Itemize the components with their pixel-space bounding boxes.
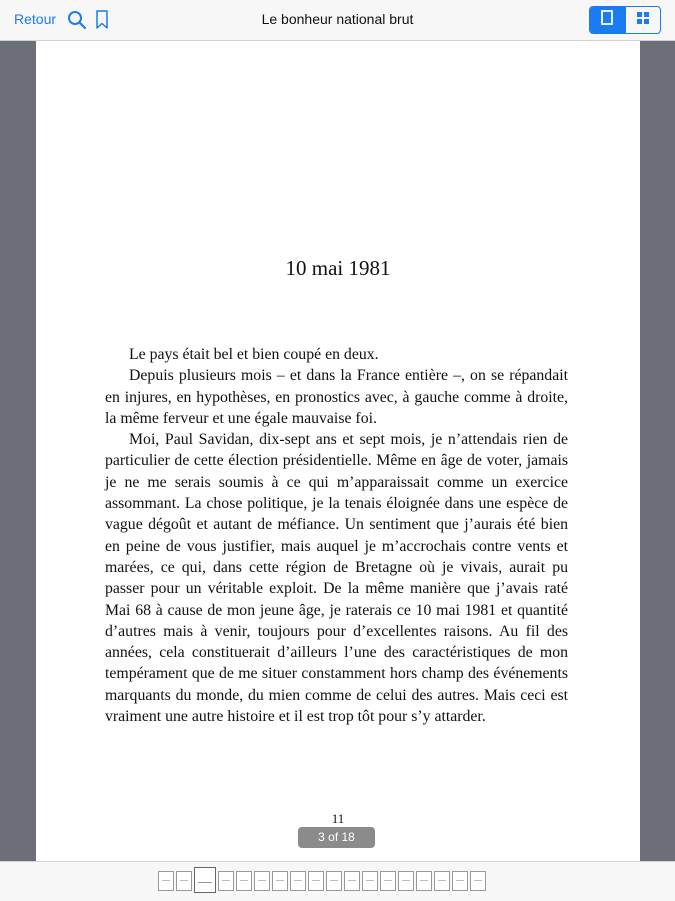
book-title: Le bonheur national brut — [261, 11, 414, 27]
page-thumbnail[interactable] — [452, 871, 468, 891]
page-thumbnail[interactable] — [380, 871, 396, 891]
page-thumbnail[interactable] — [344, 871, 360, 891]
thumbnail-line — [438, 880, 446, 881]
page-thumbnail[interactable] — [326, 871, 342, 891]
page-thumbnail[interactable] — [176, 871, 192, 891]
thumbnail-line — [198, 882, 212, 883]
page-thumbnail[interactable] — [158, 871, 174, 891]
page-thumbnail[interactable] — [308, 871, 324, 891]
thumbnail-line — [276, 880, 284, 881]
page-thumbnail[interactable] — [290, 871, 306, 891]
page-thumbnail[interactable] — [218, 871, 234, 891]
page-thumbnail[interactable] — [470, 871, 486, 891]
chapter-title: 10 mai 1981 — [285, 256, 391, 280]
thumbnail-line — [162, 880, 170, 881]
page-body — [105, 344, 568, 727]
thumbnail-line — [384, 880, 392, 881]
page-thumbnail[interactable] — [236, 871, 252, 891]
thumbnail-line — [240, 880, 248, 881]
back-button[interactable]: Retour — [14, 11, 57, 27]
thumbnail-line — [420, 880, 428, 881]
thumbnail-line — [294, 880, 302, 881]
page-thumbnail[interactable] — [254, 871, 270, 891]
thumbnail-line — [366, 880, 374, 881]
thumbnail-line — [312, 880, 320, 881]
grid-icon — [636, 11, 650, 30]
single-page-view-button[interactable] — [590, 7, 625, 33]
page-thumbnail[interactable] — [272, 871, 288, 891]
bottom-toolbar — [0, 861, 675, 901]
page-indicator: 3 of 18 — [298, 827, 375, 848]
paragraph: Depuis plusieurs mois – et dans la France entière –, on se répandait en injures, en hypothèses, en pronostics avec, à gauche comme à droite, la même ferveur et une égale mauvaise foi. — [105, 367, 568, 427]
view-mode-toggle — [589, 6, 661, 34]
single-page-icon — [601, 10, 613, 30]
page-thumbnail-current[interactable] — [194, 867, 216, 893]
top-toolbar — [0, 0, 675, 41]
paragraph: Moi, Paul Savidan, dix-sept ans et sept mois, je n’attendais rien de particulier de cette élection présidentielle. Même en âge de voter, jamais je ne me serais soumis à ce qui m’apparaissait comme un exercice assommant. La chose politique, je la tenais éloignée dans une espèce de vague dégoût et autant de méfiance. Un sentiment que j’aurais été bien en peine de vous justifier, mais auquel je m’accrochais contre vents et marées, ce qui, dans cette région de Bretagne où je vivais, aurait pu passer pour un véritable exploit. De la même manière que j’avais raté Mai 68 à cause de mon jeune âge, je raterais ce 10 mai 1981 et quantité d’autres mais à venir, toujours pour d’excellentes raisons. Au fil des années, cela constituerait d’ailleurs l’une des caractéristiques de mon tempérament que de me situer constamment hors champ des événements marquants du monde, du mien comme de celui des autres. Mais ceci est vraiment une autre histoire et il est trop tôt pour s’y attarder. — [105, 431, 568, 726]
book-page[interactable] — [36, 41, 640, 861]
thumbnail-line — [402, 880, 410, 881]
page-scrubber[interactable] — [158, 871, 486, 893]
thumbnail-line — [348, 880, 356, 881]
page-thumbnail[interactable] — [416, 871, 432, 891]
page-thumbnail[interactable] — [362, 871, 378, 891]
thumbnail-line — [180, 880, 188, 881]
thumbnail-line — [456, 880, 464, 881]
page-thumbnail[interactable] — [434, 871, 450, 891]
thumbnail-line — [258, 880, 266, 881]
page-thumbnail[interactable] — [398, 871, 414, 891]
thumbnail-line — [330, 880, 338, 881]
thumbnail-line — [474, 880, 482, 881]
grid-view-button[interactable] — [625, 7, 661, 33]
paragraph: Le pays était bel et bien coupé en deux. — [129, 346, 379, 363]
page-number: 11 — [331, 811, 345, 826]
thumbnail-line — [222, 880, 230, 881]
